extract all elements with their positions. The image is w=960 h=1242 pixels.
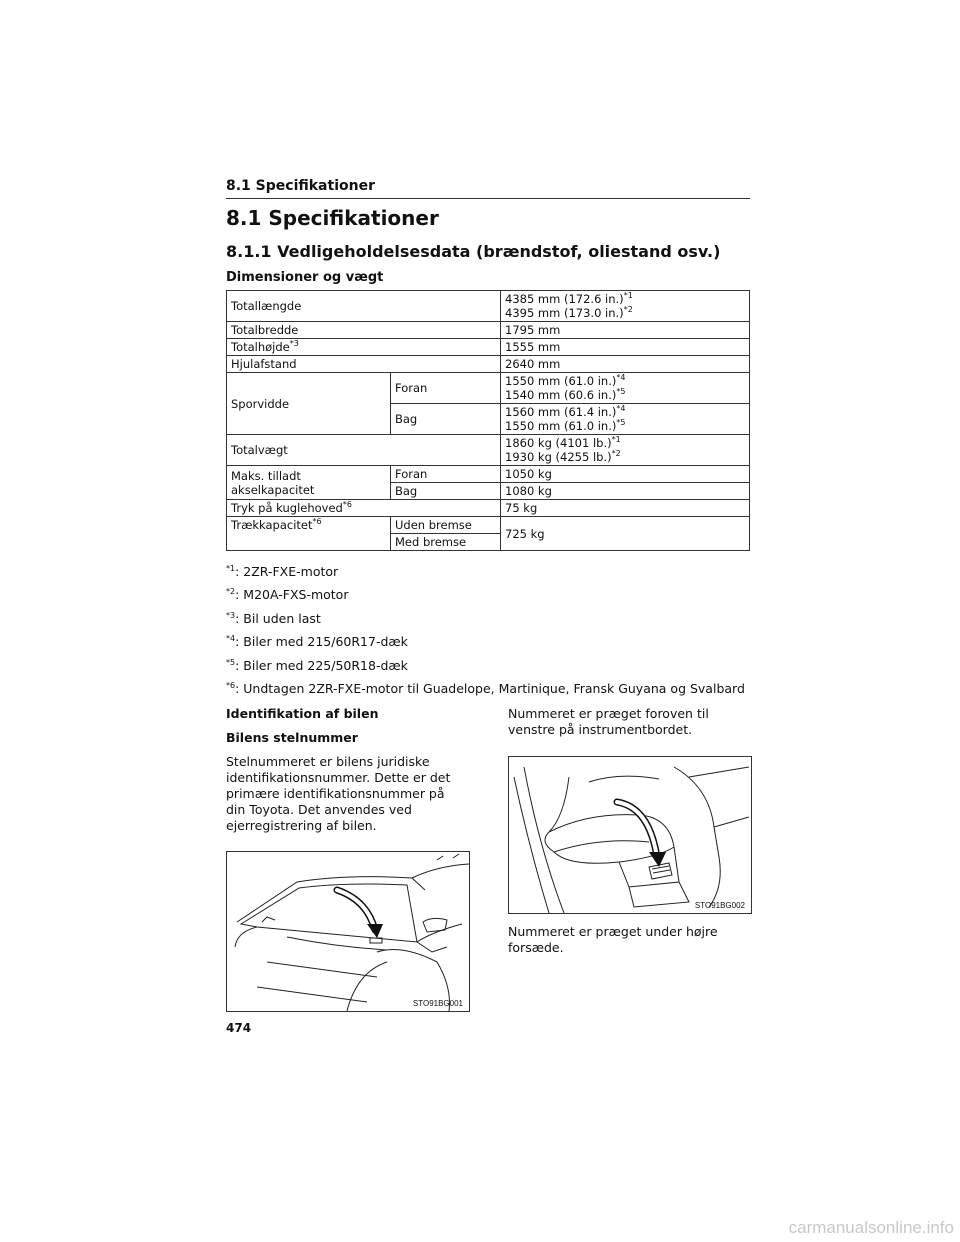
seat-illustration <box>509 757 751 913</box>
row-label: Tryk på kuglehoved$^{*6}$ <box>227 500 501 517</box>
running-header: 8.1 Specifikationer <box>226 178 750 199</box>
row-value: 2640 mm <box>501 356 750 373</box>
row-sublabel: Foran <box>391 466 501 483</box>
identification-heading: Identifikation af bilen <box>226 706 379 721</box>
table-row <box>227 291 750 322</box>
page-number: 474 <box>226 1021 252 1035</box>
vehicle-identification-text <box>226 706 466 842</box>
table-row <box>227 517 750 534</box>
footnote: $^{*4}$: Biler med 215/60R17-dæk <box>226 634 408 650</box>
table-row <box>227 373 750 404</box>
subsection-heading: 8.1.1 Vedligeholdelsesdata (brændstof, oliestand osv.) <box>226 242 721 261</box>
figure-code: STO91BG001 <box>412 999 463 1008</box>
figure-code: STO91BG002 <box>694 901 745 910</box>
vin-description: Stelnummeret er bilens juridiske identifikationsnummer. Dette er det primære identifikationsnummer på din Toyota. Det anvendes ved ejerregistrering af bilen. <box>226 754 451 833</box>
row-sublabel: Bag <box>391 404 501 435</box>
table-row <box>227 435 750 466</box>
vin-location-dashboard: Nummeret er præget foroven til venstre på instrumentbordet. <box>508 706 709 737</box>
row-value: 1795 mm <box>501 322 750 339</box>
row-value: 75 kg <box>501 500 750 517</box>
section-heading: 8.1 Specifikationer <box>226 206 439 230</box>
footnotes <box>226 564 786 704</box>
table-row <box>227 356 750 373</box>
table-heading: Dimensioner og vægt <box>226 270 384 285</box>
footnote: $^{*6}$: Undtagen 2ZR-FXE-motor til Guadelope, Martinique, Fransk Guyana og Svalbard <box>226 680 745 696</box>
row-value: 1860 kg (4101 lb.)$^{*1}$ 1930 kg (4255 lb.)$^{*2}$ <box>501 435 750 466</box>
footnote: $^{*2}$: M20A-FXS-motor <box>226 587 349 603</box>
table-row <box>227 466 750 483</box>
vin-subheading: Bilens stelnummer <box>226 730 358 745</box>
table-row <box>227 339 750 356</box>
dimensions-table <box>226 290 750 551</box>
row-value: 1555 mm <box>501 339 750 356</box>
row-label: Totallængde <box>227 291 501 322</box>
row-label: Totalvægt <box>227 435 501 466</box>
row-label: Trækkapacitet$^{*6}$ <box>227 517 391 551</box>
table-row <box>227 500 750 517</box>
vin-location-seat: Nummeret er præget under højre forsæde. <box>508 924 718 955</box>
row-value: 1050 kg <box>501 466 750 483</box>
vin-location-text <box>508 706 752 746</box>
row-value: 725 kg <box>501 517 750 551</box>
windshield-vin-figure <box>226 851 470 1012</box>
row-sublabel: Uden bremse <box>391 517 501 534</box>
row-label: Hjulafstand <box>227 356 501 373</box>
row-value: 1560 mm (61.4 in.)$^{*4}$ 1550 mm (61.0 in.)$^{*5}$ <box>501 404 750 435</box>
row-value: 1550 mm (61.0 in.)$^{*4}$ 1540 mm (60.6 in.)$^{*5}$ <box>501 373 750 404</box>
watermark: carmanualsonline.info <box>788 1218 954 1237</box>
row-value: 1080 kg <box>501 483 750 500</box>
row-label: Sporvidde <box>227 373 391 435</box>
row-sublabel: Bag <box>391 483 501 500</box>
footnote: $^{*3}$: Bil uden last <box>226 610 321 626</box>
row-sublabel: Foran <box>391 373 501 404</box>
row-label: Maks. tilladt akselkapacitet <box>227 466 391 500</box>
row-sublabel: Med bremse <box>391 534 501 551</box>
row-label: Totalhøjde$^{*3}$ <box>227 339 501 356</box>
row-value: 4385 mm (172.6 in.)$^{*1}$ 4395 mm (173.0 in.)$^{*2}$ <box>501 291 750 322</box>
footnote: $^{*5}$: Biler med 225/50R18-dæk <box>226 657 408 673</box>
seat-vin-figure <box>508 756 752 914</box>
table-row <box>227 322 750 339</box>
row-label: Totalbredde <box>227 322 501 339</box>
footnote: $^{*1}$: 2ZR-FXE-motor <box>226 563 339 579</box>
car-windshield-illustration <box>227 852 469 1011</box>
